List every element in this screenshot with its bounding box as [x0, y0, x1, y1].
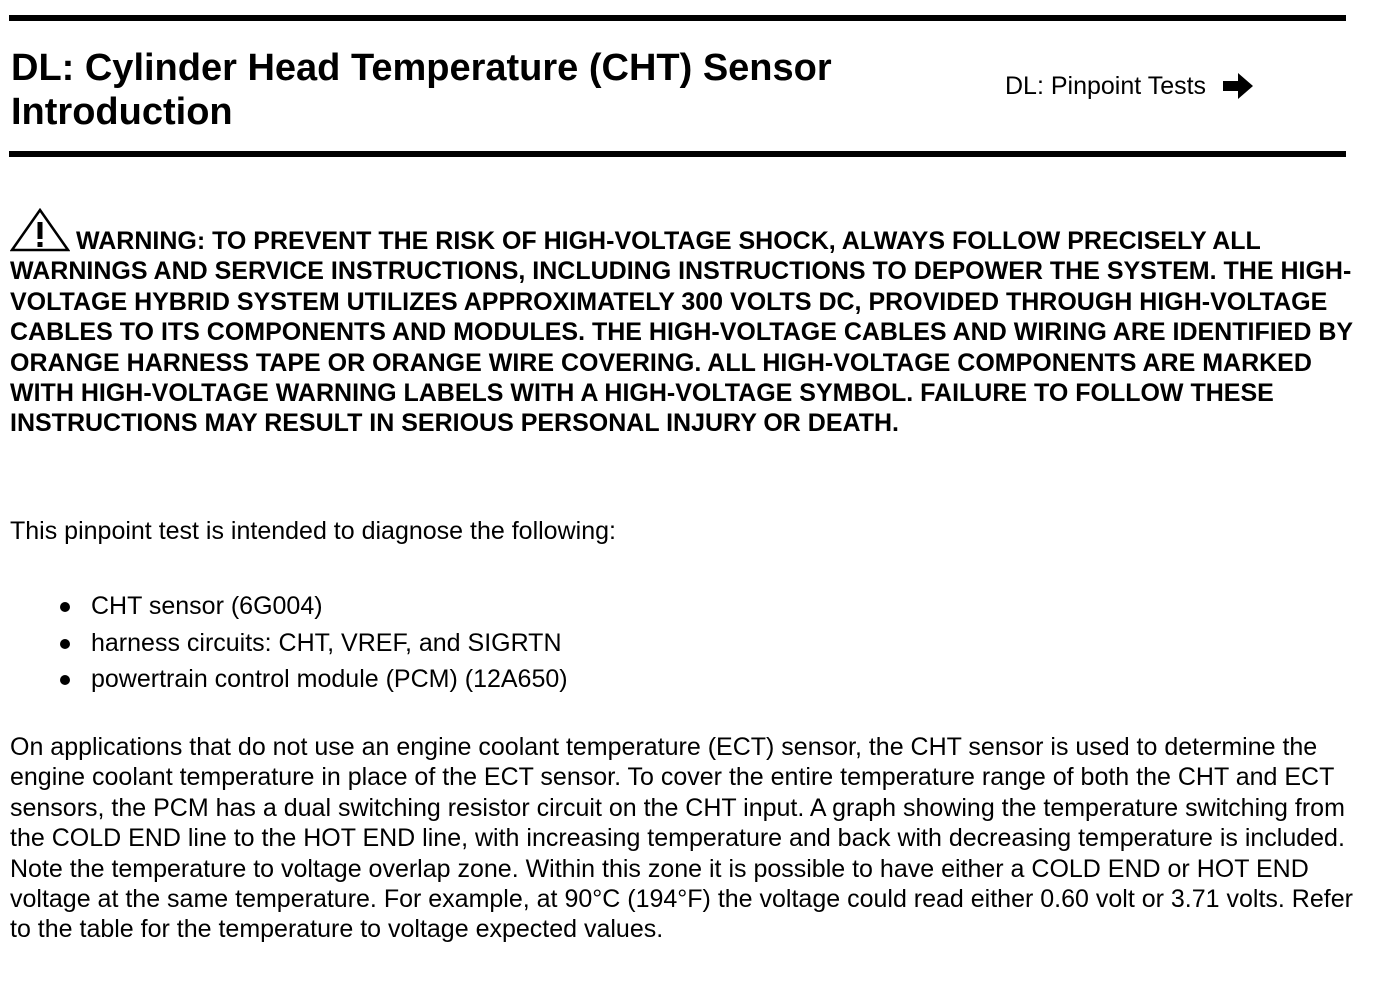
description-text: On applications that do not use an engine coolant temperature (ECT) sensor, the CHT sensor is used to determine the engine coolant temperature in place of the ECT sensor. To cover the entire temperature range of both the CHT and ECT sensors, the PCM has a dual switching resistor circuit on the CHT input. A graph showing the temperature switching from the COLD END line to the HOT END line, with increasing temperature and back with decreasing temperature is included. Note the temperature to voltage overlap zone. Within this zone it is possible to have either a COLD END or HOT END voltage at the same temperature. For example, at 90°C (194°F) the voltage could read either 0.60 volt or 3.71 volts. Refer to the table for the temperature to voltage expected values. [10, 733, 1353, 944]
list-item-text: harness circuits: CHT, VREF, and SIGRTN [91, 628, 562, 657]
page-title-line1: DL: Cylinder Head Temperature (CHT) Sensor [11, 47, 832, 89]
list-item [58, 588, 568, 625]
list-item [58, 625, 568, 662]
list-item [58, 661, 568, 698]
page-title-line2: Introduction [11, 91, 233, 133]
pinpoint-tests-link-label[interactable]: DL: Pinpoint Tests [1005, 72, 1207, 100]
bullet-icon [60, 639, 70, 649]
bottom-divider [9, 151, 1346, 157]
list-item-text: CHT sensor (6G004) [91, 592, 323, 620]
list-item-text: powertrain control module (PCM) (12A650) [91, 665, 568, 693]
bullet-icon [60, 675, 70, 685]
pinpoint-tests-link[interactable] [1005, 68, 1254, 104]
intro-text: This pinpoint test is intended to diagnose the following: [10, 517, 616, 545]
warning-block [10, 208, 1355, 439]
bullet-icon [60, 602, 70, 612]
page-title [11, 46, 971, 134]
warning-triangle-icon [10, 208, 70, 252]
diagnose-list [58, 588, 568, 698]
warning-text: WARNING: TO PREVENT THE RISK OF HIGH-VOLTAGE SHOCK, ALWAYS FOLLOW PRECISELY ALL WARNINGS AND SERVICE INSTRUCTIONS, INCLUDING INSTRUCTIONS TO DEPOWER THE SYSTEM. THE HIGH-VOLTAGE HYBRID SYSTEM UTILIZES APPROXIMATELY 300 VOLTS DC, PROVIDED THROUGH HIGH-VOLTAGE CABLES TO ITS COMPONENTS AND MODULES. THE HIGH-VOLTAGE CABLES AND WIRING ARE IDENTIFIED BY ORANGE HARNESS TAPE OR ORANGE WIRE COVERING. ALL HIGH-VOLTAGE COMPONENTS ARE MARKED WITH HIGH-VOLTAGE WARNING LABELS WITH A HIGH-VOLTAGE SYMBOL. FAILURE TO FOLLOW THESE INSTRUCTIONS MAY RESULT IN SERIOUS PERSONAL INJURY OR DEATH. [10, 227, 1353, 438]
top-divider [9, 15, 1346, 21]
arrow-right-icon[interactable] [1222, 72, 1254, 100]
